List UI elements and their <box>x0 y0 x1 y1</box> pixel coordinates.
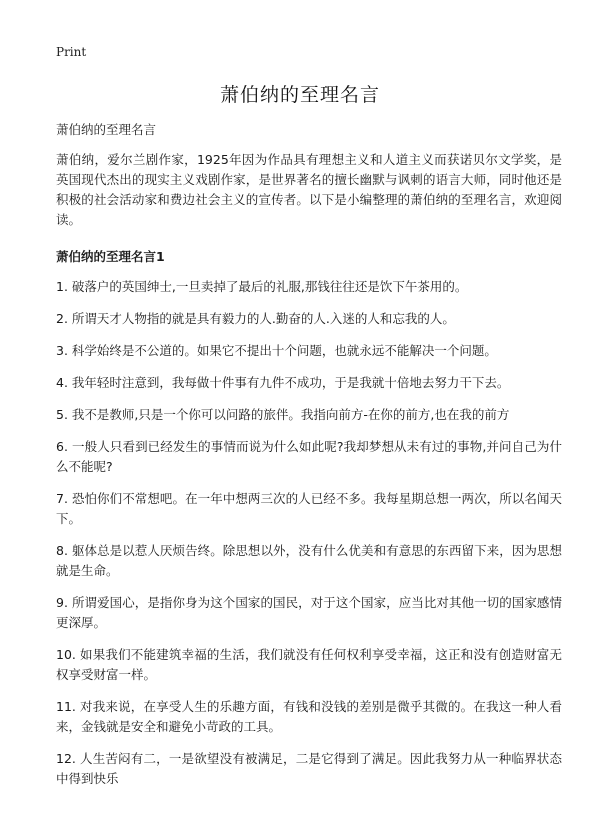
quote-item: 1. 破落户的英国绅士,一旦卖掉了最后的礼服,那钱往往还是饮下午茶用的。 <box>56 279 468 294</box>
quote-item: 11. 对我来说，在享受人生的乐趣方面，有钱和没钱的差别是微乎其微的。在我这一种人看来，金钱就是安全和避免小苛政的工具。 <box>56 699 562 734</box>
section-heading: 萧伯纳的至理名言1 <box>56 249 165 264</box>
print-link[interactable]: Print <box>56 45 87 59</box>
quote-item: 12. 人生苦闷有二，一是欲望没有被满足，二是它得到了满足。因此我努力从一种临界状态中得到快乐 <box>56 751 562 786</box>
article-subtitle: 萧伯纳的至理名言 <box>56 122 157 137</box>
article-content <box>56 120 562 801</box>
quote-item: 5. 我不是教师,只是一个你可以问路的旅伴。我指向前方-在你的前方,也在我的前方 <box>56 407 510 422</box>
quote-item: 3. 科学始终是不公道的。如果它不提出十个问题，也就永远不能解决一个问题。 <box>56 343 497 358</box>
quote-item: 8. 躯体总是以惹人厌烦告终。除思想以外，没有什么优美和有意思的东西留下来，因为思想就是生命。 <box>56 543 562 578</box>
intro-paragraph: 萧伯纳，爱尔兰剧作家，1925年因为作品具有理想主义和人道主义而获诺贝尔文学奖，是英国现代杰出的现实主义戏剧作家，是世界著名的擅长幽默与讽刺的语言大师，同时他还是积极的社会活动家和费边社会主义的宣传者。以下是小编整理的萧伯纳的至理名言，欢迎阅读。 <box>56 152 562 227</box>
quote-item: 4. 我年轻时注意到，我每做十件事有九件不成功，于是我就十倍地去努力干下去。 <box>56 375 510 390</box>
quote-item: 10. 如果我们不能建筑幸福的生活，我们就没有任何权利享受幸福，这正和没有创造财富无权享受财富一样。 <box>56 647 562 682</box>
quote-item: 6. 一般人只看到已经发生的事情而说为什么如此呢?我却梦想从未有过的事物,并问自己为什么不能呢? <box>56 439 562 474</box>
quote-item: 2. 所谓天才人物指的就是具有毅力的人.勤奋的人.入迷的人和忘我的人。 <box>56 311 455 326</box>
page-title: 萧伯纳的至理名言 <box>219 84 380 106</box>
quote-item: 7. 恐怕你们不常想吧。在一年中想两三次的人已经不多。我每星期总想一两次，所以名闻天下。 <box>56 491 562 526</box>
quote-item: 9. 所谓爱国心，是指你身为这个国家的国民，对于这个国家，应当比对其他一切的国家感情更深厚。 <box>56 595 562 630</box>
quote-list <box>56 277 562 789</box>
